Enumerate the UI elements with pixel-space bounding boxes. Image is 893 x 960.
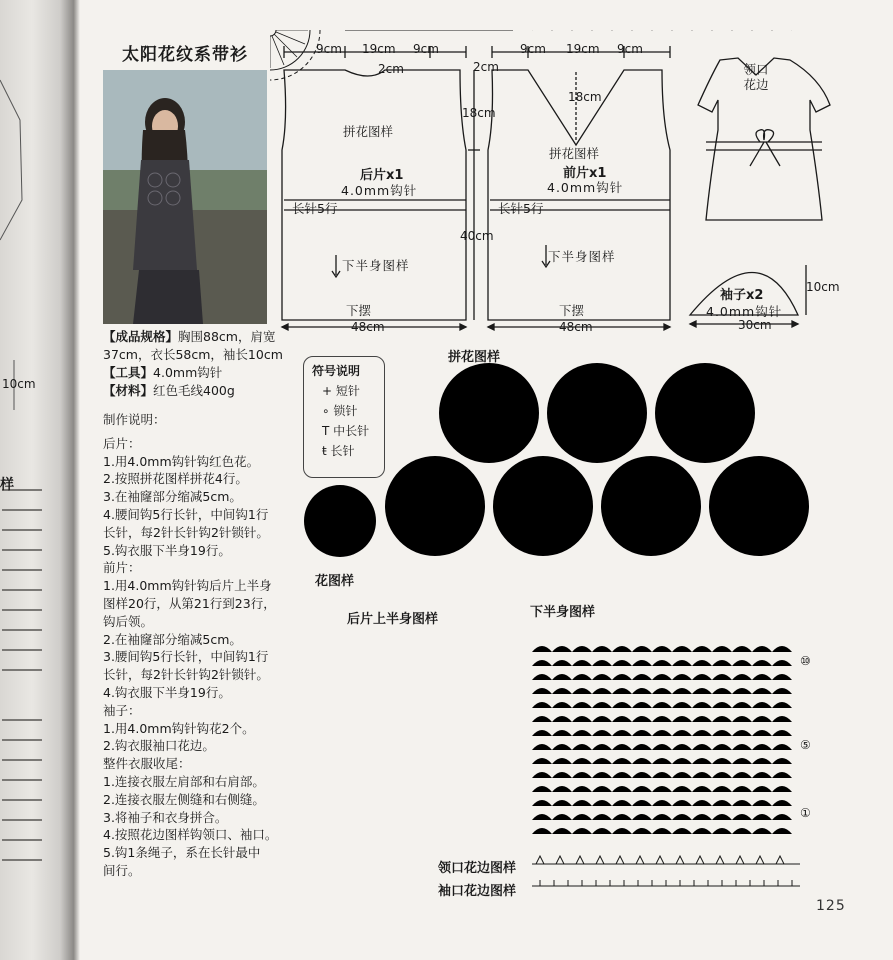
neck-edge-row (532, 856, 800, 864)
instruction-line: 长针，每2针长针钩2针锁针。 (103, 667, 269, 683)
back-dim-neck: 19cm (362, 42, 396, 56)
tool-label: 【工具】 (103, 365, 154, 380)
back-dim-upper: 18cm (462, 106, 496, 120)
row-marker-5: ⑤ (800, 738, 811, 752)
model-photo (103, 70, 267, 324)
motif-chart-label: 拼花图样 (448, 350, 501, 365)
legend-item: + 短针 (322, 384, 360, 398)
legend-item: T 中长针 (322, 424, 370, 438)
material-text: 红色毛线400g (153, 383, 235, 398)
back-band: 长针5行 (292, 201, 338, 216)
sleeve-name: 袖子x2 (720, 288, 764, 303)
instruction-line: 3.腰间钩5行长针，中间钩1行 (103, 649, 269, 665)
sleeve-height: 10cm (806, 280, 840, 294)
instruction-line: 3.将袖子和衣身拼合。 (103, 809, 228, 825)
front-piece-name: 前片x1 (563, 166, 607, 181)
instruction-line: 整件衣服收尾： (103, 756, 191, 772)
back-pattern-label: 拼花图样 (343, 124, 394, 139)
model-photo-drawing (103, 70, 267, 324)
front-dim-shoulder-left: 9cm (520, 42, 546, 56)
material-label: 【材料】 (103, 383, 154, 398)
half-double-icon: T (322, 424, 334, 438)
page-number: 125 (816, 898, 846, 914)
front-dim-neck-depth: 18cm (568, 90, 602, 104)
cuff-edge-row (532, 880, 800, 886)
flower-chart (304, 485, 376, 557)
back-hook: 4.0mm钩针 (341, 183, 418, 198)
double-crochet-icon: ŧ (322, 444, 331, 458)
instruction-line: 袖子： (103, 702, 141, 718)
page-title: 太阳花纹系带衫 (122, 45, 248, 65)
neck-edge-chart-label: 领口花边图样 (438, 861, 517, 876)
size-text: 胸围88cm，肩宽37cm，衣长58cm，袖长10cm (103, 329, 283, 362)
instruction-line: 5.钩衣服下半身19行。 (103, 542, 231, 558)
prev-page-dim-label: 10cm (2, 377, 36, 391)
cuff-edge-chart-label: 袖口花边图样 (438, 884, 517, 899)
sleeve-hook: 4.0mm钩针 (706, 304, 783, 319)
back-hem: 下摆 (346, 303, 372, 318)
lower-chart-label: 下半身图样 (530, 605, 596, 620)
motif-chart (270, 30, 320, 80)
back-upper-chart-label: 后片上半身图样 (347, 612, 439, 627)
back-dim-shoulder-left: 9cm (316, 42, 342, 56)
instruction-line: 1.用4.0mm钩针钩红色花。 (103, 453, 260, 469)
back-dim-lower: 40cm (460, 229, 494, 243)
instruction-line: 钩后领。 (103, 613, 154, 629)
single-crochet-icon: + (322, 384, 336, 398)
chain-stitch-icon: ∘ (322, 404, 334, 418)
front-dim-neck: 19cm (566, 42, 600, 56)
flower-chart-label: 花图样 (315, 574, 355, 589)
row-marker-1: ① (800, 806, 811, 820)
front-pattern-label: 拼花图样 (549, 146, 600, 161)
legend-title: 符号说明 (312, 364, 361, 378)
legend-item: ∘ 锁针 (322, 404, 358, 418)
front-hem: 下摆 (559, 303, 585, 318)
symbol-legend (303, 356, 385, 478)
instruction-line: 4.按照花边图样钩领口、袖口。 (103, 827, 278, 843)
instruction-line: 2.按照拼花图样拼花4行。 (103, 471, 248, 487)
instruction-line: 间行。 (103, 862, 141, 878)
instruction-line: 图样20行，从第21行到23行， (103, 595, 276, 611)
tool-text: 4.0mm钩针 (153, 365, 223, 380)
instructions (103, 411, 288, 880)
row-marker-10: ⑩ (800, 654, 811, 668)
back-width: 48cm (351, 320, 385, 334)
back-piece-name: 后片x1 (360, 168, 404, 183)
instruction-line: 5.钩1条绳子，系在长针最中 (103, 845, 261, 861)
size-label: 【成品规格】 (103, 329, 179, 344)
back-lower-label: 下半身图样 (342, 258, 410, 273)
instruction-line: 1.连接衣服左肩部和右肩部。 (103, 773, 265, 789)
instruction-line: 2.钩衣服袖口花边。 (103, 738, 215, 754)
prev-page-title-fragment: 样 (0, 477, 14, 493)
front-dim-shoulder-right: 9cm (617, 42, 643, 56)
instruction-line: 4.钩衣服下半身19行。 (103, 684, 231, 700)
back-dim-neck-depth-side: 2cm (473, 60, 499, 74)
specs-block (103, 328, 283, 400)
instruction-line: 1.用4.0mm钩针钩后片上半身 (103, 578, 272, 594)
instructions-heading: 制作说明： (103, 412, 166, 427)
instruction-line: 3.在袖窿部分缩减5cm。 (103, 489, 242, 505)
instruction-line: 1.用4.0mm钩针钩花2个。 (103, 720, 255, 736)
front-band: 长针5行 (498, 201, 544, 216)
instruction-line: 长针，每2针长针钩2针锁针。 (103, 524, 269, 540)
garment-neck-label: 领口花边 (743, 62, 769, 92)
instruction-line: 前片： (103, 560, 141, 576)
back-dim-shoulder-right: 9cm (413, 42, 439, 56)
instruction-line: 2.连接衣服左侧缝和右侧缝。 (103, 791, 265, 807)
front-hook: 4.0mm钩针 (547, 180, 624, 195)
instruction-line: 4.腰间钩5行长针，中间钩1行 (103, 506, 269, 522)
front-width: 48cm (559, 320, 593, 334)
legend-item: ŧ 长针 (322, 444, 355, 458)
sleeve-width: 30cm (738, 318, 772, 332)
back-dim-neck-depth: 2cm (378, 62, 404, 76)
instruction-line: 2.在袖窿部分缩减5cm。 (103, 631, 242, 647)
front-lower-label: 下半身图样 (548, 249, 616, 264)
instruction-line: 后片： (103, 435, 141, 451)
